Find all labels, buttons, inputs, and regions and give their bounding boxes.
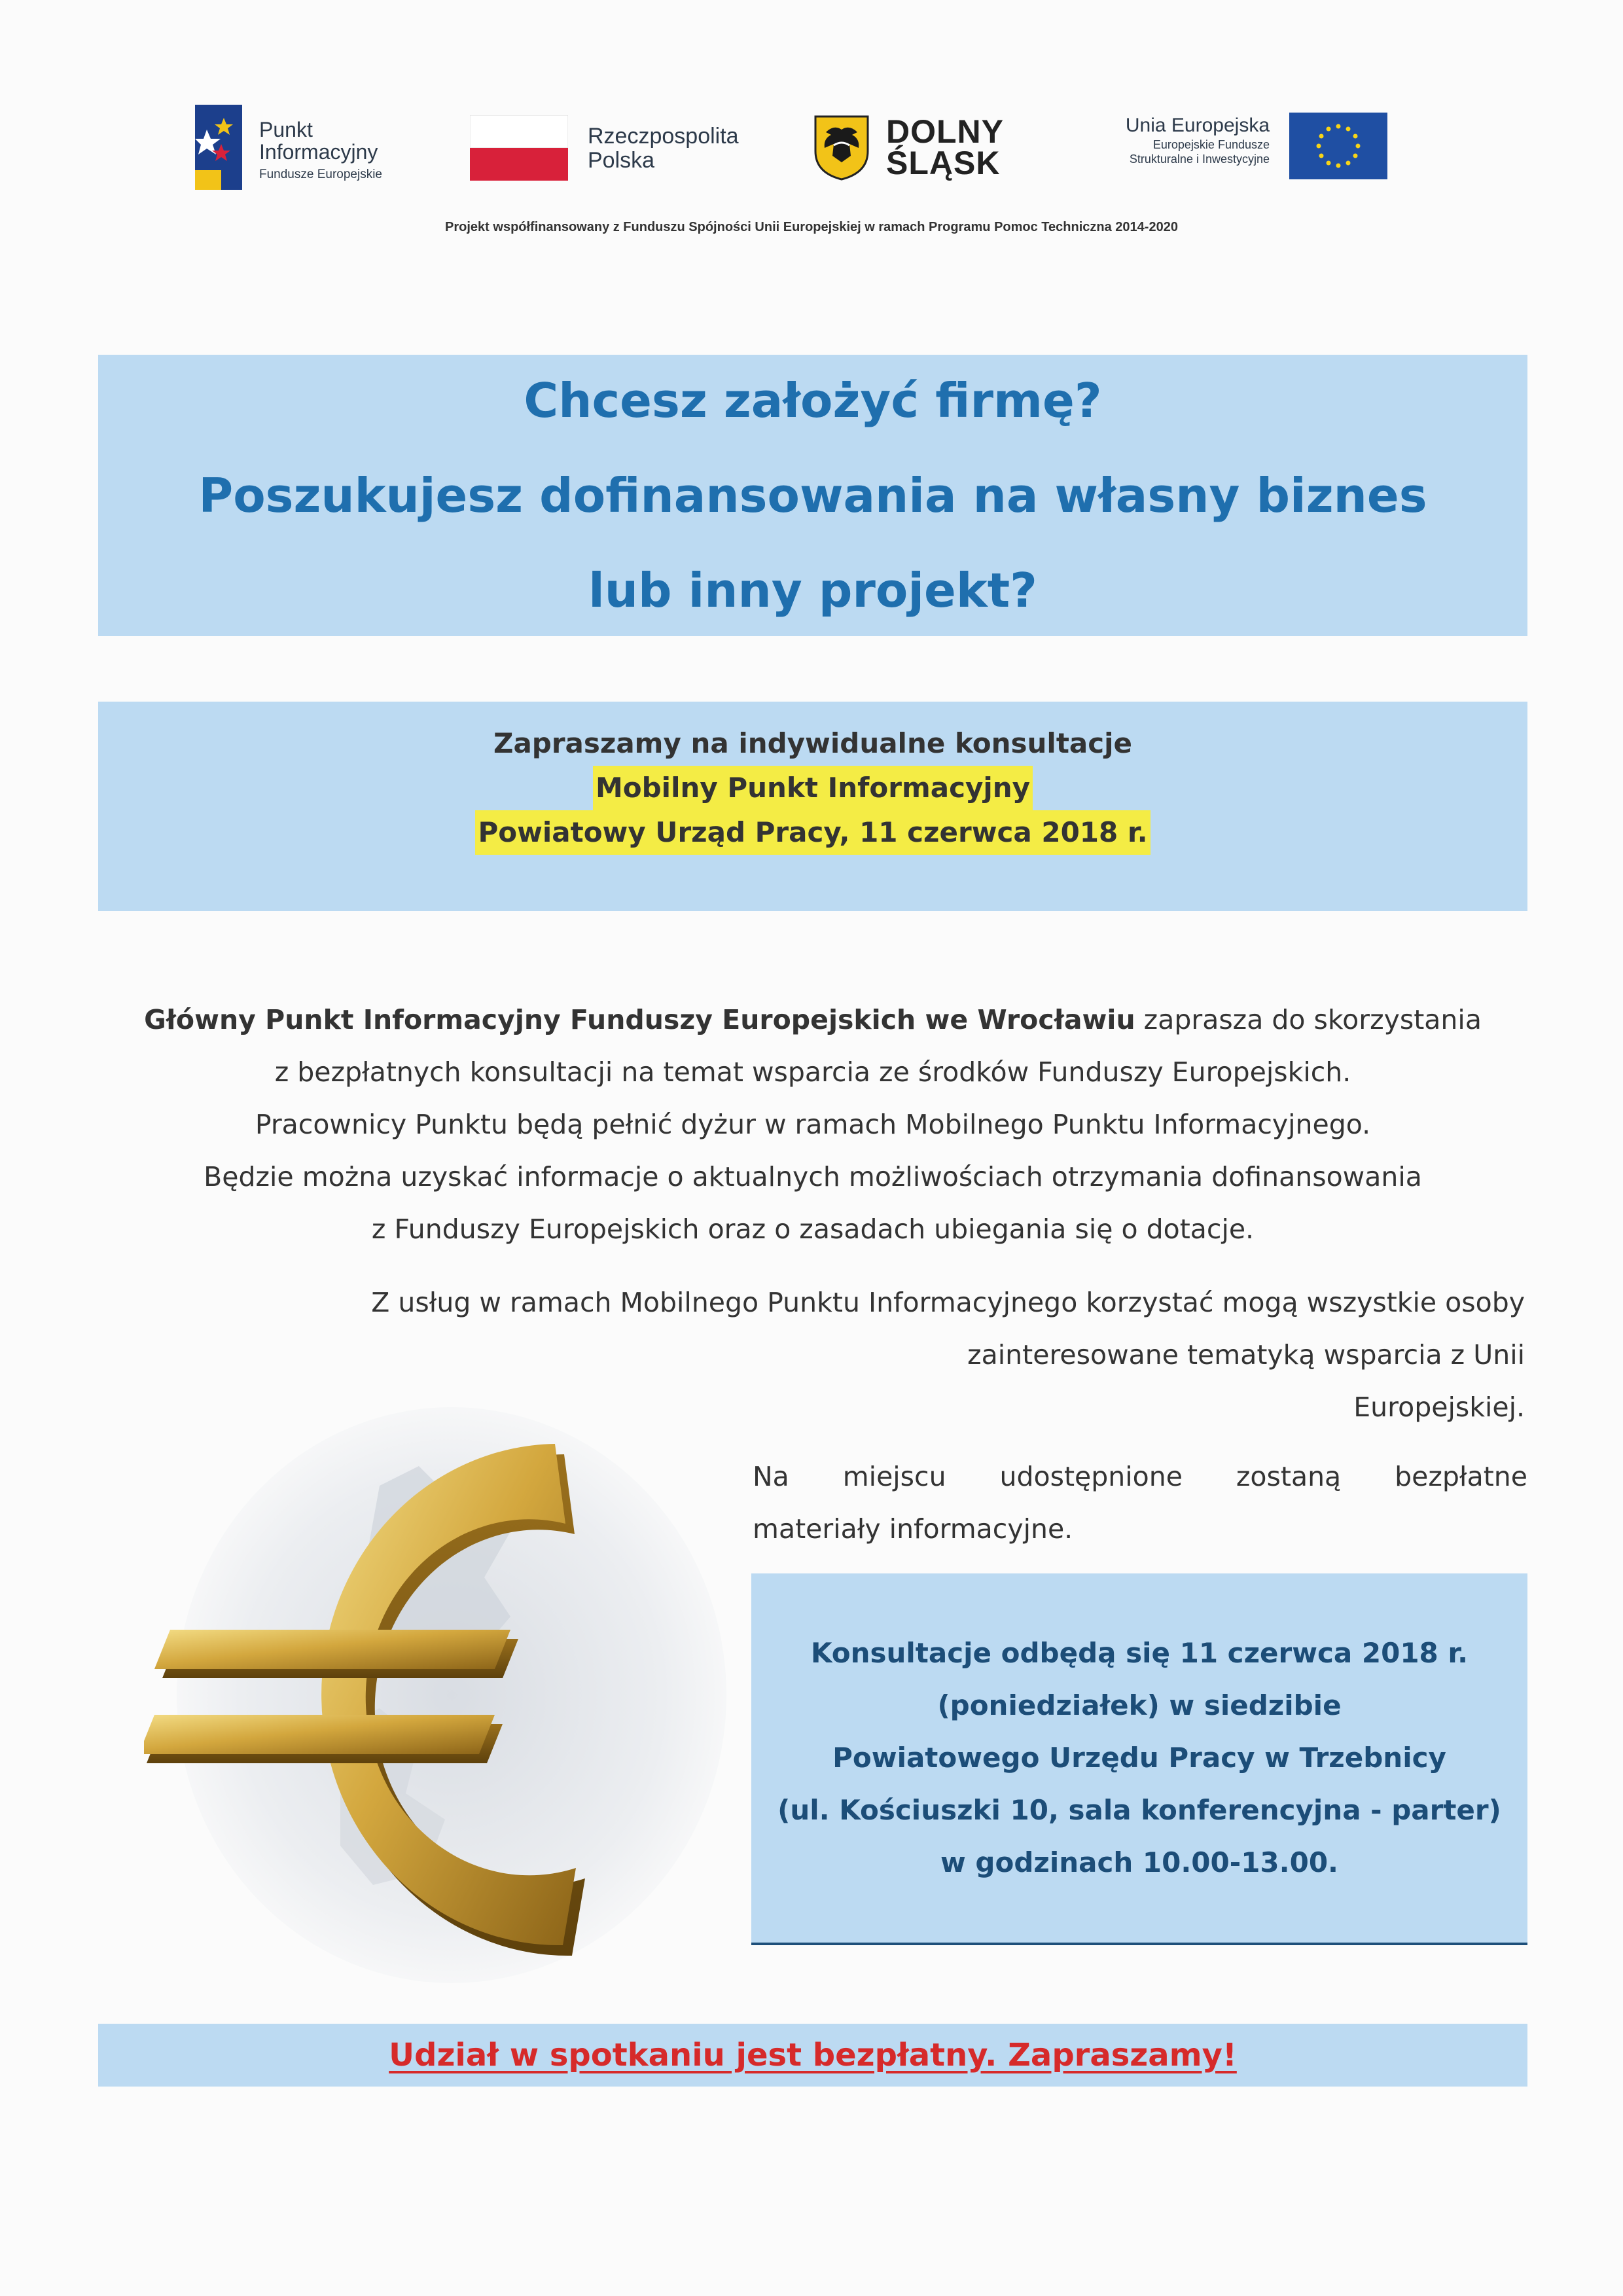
lower-silesia-logo xyxy=(814,113,1030,185)
headline-line1: Chcesz założyć firmę? xyxy=(524,372,1102,428)
funds-logo-line1: Punkt xyxy=(259,118,313,141)
consultation-line4: (ul. Kościuszki 10, sala konferencyjna - parter) xyxy=(777,1794,1501,1826)
lower-silesia-crest-icon xyxy=(814,115,869,181)
headline-line2: Poszukujesz dofinansowania na własny biznes xyxy=(198,467,1427,523)
invitation-panel xyxy=(98,702,1527,911)
audience-line3: Europejskiej. xyxy=(1353,1391,1525,1423)
intro-organizer: Główny Punkt Informacyjny Funduszy Europejskich we Wrocławiu xyxy=(144,1004,1135,1035)
intro-line2: z bezpłatnych konsultacji na temat wsparcia ze środków Funduszy Europejskich. xyxy=(274,1056,1351,1088)
eu-logo-line2: Europejskie Fundusze xyxy=(1152,137,1270,151)
audience-line1: Z usług w ramach Mobilnego Punktu Informacyjnego korzystać mogą wszystkie osoby xyxy=(371,1287,1525,1318)
eu-logo-line1: Unia Europejska xyxy=(1125,115,1270,136)
materials-line1: Na miejscu udostępnione zostaną bezpłatne xyxy=(753,1461,1527,1492)
euro-symbol-icon xyxy=(144,1388,733,2003)
intro-paragraph xyxy=(98,994,1527,1255)
consultation-line3: Powiatowego Urzędu Pracy w Trzebnicy xyxy=(832,1742,1446,1774)
invitation-line2-highlight: Mobilny Punkt Informacyjny xyxy=(593,766,1033,810)
consultation-line5: w godzinach 10.00-13.00. xyxy=(940,1846,1338,1878)
intro-line5: z Funduszy Europejskich oraz o zasadach ubiegania się o dotacje. xyxy=(371,1213,1255,1245)
funds-logo-line3: Fundusze Europejskie xyxy=(259,168,382,182)
poland-logo-line2: Polska xyxy=(588,148,655,173)
footer-panel xyxy=(98,2024,1527,2087)
cofinancing-note: Projekt współfinansowany z Funduszu Spójności Unii Europejskiej w ramach Programu Pomoc Techniczna 2014-2020 xyxy=(445,220,1178,234)
lower-silesia-line2: ŚLĄSK xyxy=(886,144,1001,181)
invitation-line3-highlight: Powiatowy Urząd Pracy, 11 czerwca 2018 r. xyxy=(475,810,1150,855)
footer-free-entry: Udział w spotkaniu jest bezpłatny. Zapraszamy! xyxy=(389,2037,1237,2073)
intro-line1-rest: zaprasza do skorzystania xyxy=(1135,1004,1482,1035)
intro-line3: Pracownicy Punktu będą pełnić dyżur w ramach Mobilnego Punktu Informacyjnego. xyxy=(255,1109,1371,1140)
consultation-details-panel xyxy=(751,1573,1527,1945)
invitation-line1: Zapraszamy na indywidualne konsultacje xyxy=(493,727,1133,759)
polish-flag-icon xyxy=(470,115,568,181)
materials-line2: materiały informacyjne. xyxy=(753,1513,1073,1545)
funds-logo-icon xyxy=(195,105,242,190)
poland-logo xyxy=(470,115,771,181)
intro-line1 xyxy=(98,994,1527,1046)
eu-logo-line3: Strukturalne i Inwestycyjne xyxy=(1129,152,1270,166)
funds-logo xyxy=(195,105,418,190)
intro-line4: Będzie można uzyskać informacje o aktualnych możliwościach otrzymania dofinansowania xyxy=(204,1161,1422,1193)
lower-silesia-line1: DOLNY xyxy=(886,113,1004,150)
consultation-line2: (poniedziałek) w siedzibie xyxy=(937,1689,1342,1721)
audience-line2: zainteresowane tematyką wsparcia z Unii xyxy=(967,1339,1525,1371)
headline-line3: lub inny projekt? xyxy=(588,562,1037,618)
funds-logo-line2: Informacyjny xyxy=(259,139,378,164)
eu-flag-icon xyxy=(1289,113,1387,179)
materials-paragraph xyxy=(753,1450,1527,1555)
headline-panel xyxy=(98,355,1527,636)
consultation-line1: Konsultacje odbędą się 11 czerwca 2018 r. xyxy=(810,1637,1469,1669)
poland-logo-line1: Rzeczpospolita xyxy=(588,124,739,149)
eu-logo xyxy=(1086,111,1387,183)
